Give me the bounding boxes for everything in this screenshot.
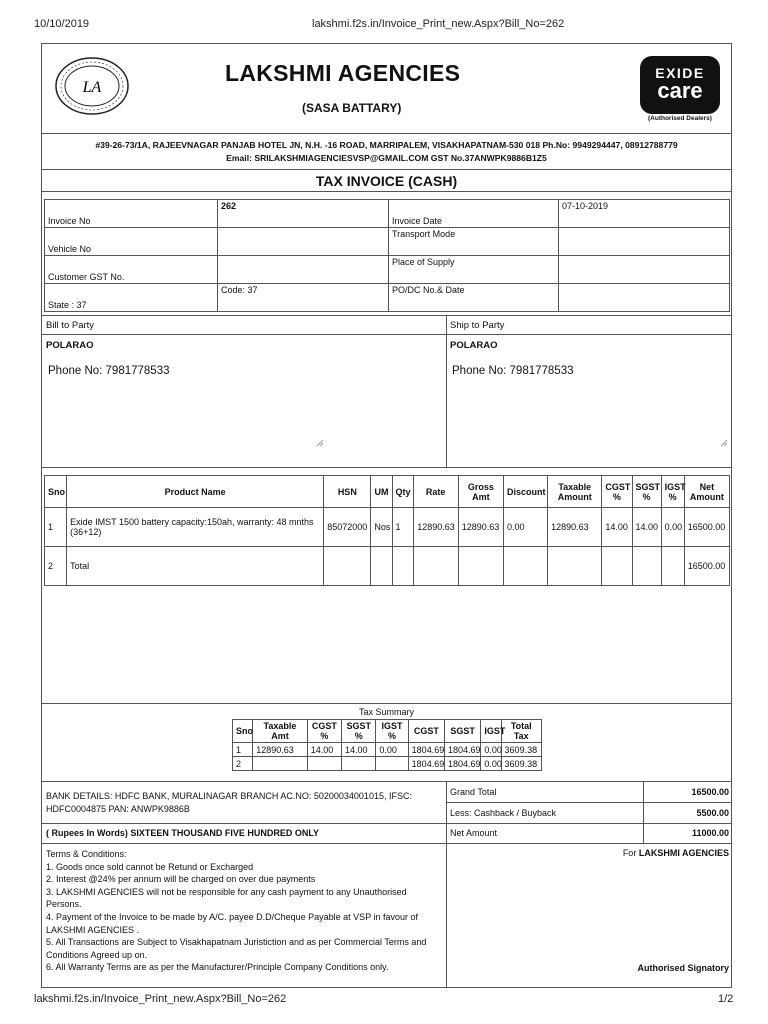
col-cgst: CGST %	[602, 476, 632, 508]
transport-mode-value	[559, 228, 730, 256]
bill-to-phone: Phone No: 7981778533	[48, 365, 170, 377]
seal-letters: LA	[82, 79, 102, 96]
table-cell	[548, 547, 602, 586]
company-address: #39-26-73/1A, RAJEEVNAGAR PANJAB HOTEL JN, N.H. -16 ROAD, MARRIPALEM, VISAKHAPATNAM-530 018 Ph.No: 9949294447, 08912788779	[95, 140, 678, 150]
bank-details: BANK DETAILS: HDFC BANK, MURALINAGAR BRANCH AC.NO: 50200034001015, IFSC: HDFC0004875 PAN: ANWPK9886B	[46, 791, 412, 814]
table-cell: 0.00	[376, 743, 408, 757]
product-name-cell: Exide IMST 1500 battery capacity:150ah, warranty: 48 mnths (36+12)	[67, 508, 324, 547]
col-gross-amt: Gross Amt	[458, 476, 503, 508]
table-cell: 12890.63	[548, 508, 602, 547]
table-cell: 2	[233, 757, 253, 771]
tax-summary-title: Tax Summary	[358, 707, 414, 717]
table-row	[45, 508, 730, 547]
terms-line-3: 3. LAKSHMI AGENCIES will not be responsible for any cash payment to any Unauthorised Persons.	[46, 886, 407, 910]
invoice-no-label: Invoice No	[45, 200, 218, 228]
invoice-no-value: 262	[218, 200, 389, 228]
table-cell: 1	[392, 508, 413, 547]
table-cell: 1804.69	[445, 757, 481, 771]
table-cell	[253, 757, 308, 771]
table-cell: 0.00	[481, 757, 501, 771]
net-amount-value: 11000.00	[691, 828, 729, 838]
table-cell: CGST %	[307, 720, 341, 743]
grand-total-label: Grand Total	[450, 787, 497, 797]
table-cell: 3609.38	[501, 757, 541, 771]
col-product-name: Product Name	[67, 476, 324, 508]
invoice-date-label: Invoice Date	[389, 200, 559, 228]
ship-to-name: POLARAO	[450, 340, 498, 351]
table-cell	[413, 547, 458, 586]
table-cell: 85072000	[324, 508, 371, 547]
table-row	[45, 228, 730, 256]
place-of-supply-label: Place of Supply	[389, 256, 559, 284]
table-cell: 14.00	[632, 508, 661, 547]
table-cell	[392, 547, 413, 586]
vehicle-no-label: Vehicle No	[45, 228, 218, 256]
table-cell	[661, 547, 684, 586]
table-row	[45, 476, 730, 508]
table-cell: IGST	[481, 720, 501, 743]
table-row	[233, 720, 542, 743]
table-cell: 0.00	[503, 508, 547, 547]
po-dc-label: PO/DC No.& Date	[389, 284, 559, 312]
col-sgst: SGST %	[632, 476, 661, 508]
print-url: lakshmi.f2s.in/Invoice_Print_new.Aspx?Bill_No=262	[312, 18, 565, 30]
grand-total-value: 16500.00	[691, 787, 729, 797]
customer-gst-label: Customer GST No.	[45, 256, 218, 284]
col-taxable-amount: Taxable Amount	[548, 476, 602, 508]
table-cell: Nos	[371, 508, 392, 547]
footer-url: lakshmi.f2s.in/Invoice_Print_new.Aspx?Bill_No=262	[34, 993, 287, 1005]
ship-to-phone: Phone No: 7981778533	[452, 365, 574, 377]
net-amount-label: Net Amount	[450, 828, 498, 838]
table-cell: 1804.69	[408, 757, 444, 771]
vehicle-no-value	[218, 228, 389, 256]
table-cell: 16500.00	[684, 547, 729, 586]
terms-line-1: 1. Goods once sold cannot be Retund or Excharged	[46, 861, 254, 872]
ship-to-label: Ship to Party	[450, 320, 505, 331]
terms-title: Terms & Conditions:	[46, 849, 127, 859]
company-email-gst: Email: SRILAKSHMIAGENCIESVSP@GMAIL.COM GST No.37ANWPK9886B1Z5	[226, 153, 547, 163]
bill-to-label: Bill to Party	[46, 320, 95, 331]
table-cell	[371, 547, 392, 586]
col-igst: IGST %	[661, 476, 684, 508]
table-cell: 1	[45, 508, 67, 547]
table-cell: IGST %	[376, 720, 408, 743]
transport-mode-label: Transport Mode	[389, 228, 559, 256]
table-cell: 12890.63	[413, 508, 458, 547]
for-company	[450, 848, 729, 858]
table-cell: 12890.63	[253, 743, 308, 757]
ship-resize-handle[interactable]	[720, 439, 728, 447]
amount-in-words: ( Rupees In Words) SIXTEEN THOUSAND FIVE HUNDRED ONLY	[46, 828, 320, 838]
cashback-value: 5500.00	[696, 808, 729, 818]
table-cell: 14.00	[342, 743, 376, 757]
lakshmi-seal-logo	[54, 56, 130, 116]
for-prefix: For	[622, 848, 637, 858]
company-subtitle: (SASA BATTARY)	[302, 101, 402, 115]
bill-resize-handle[interactable]	[316, 439, 324, 447]
bill-to-name: POLARAO	[46, 340, 94, 351]
table-cell: Total	[67, 547, 324, 586]
table-cell	[503, 547, 547, 586]
table-cell: Taxable Amt	[253, 720, 308, 743]
table-cell: SGST	[445, 720, 481, 743]
tax-summary-table	[232, 719, 542, 771]
print-date: 10/10/2019	[34, 18, 90, 30]
table-cell: 0.00	[661, 508, 684, 547]
for-company-name: LAKSHMI AGENCIES	[638, 848, 729, 858]
table-cell	[376, 757, 408, 771]
col-um: UM	[371, 476, 392, 508]
exide-care-logo	[640, 56, 720, 114]
table-cell: Sno	[233, 720, 253, 743]
table-row	[233, 757, 542, 771]
cashback-label: Less: Cashback / Buyback	[450, 808, 557, 818]
table-cell	[458, 547, 503, 586]
table-row	[233, 743, 542, 757]
place-of-supply-value	[559, 256, 730, 284]
company-name: LAKSHMI AGENCIES	[225, 60, 461, 86]
col-sno: Sno	[45, 476, 67, 508]
table-cell: 14.00	[602, 508, 632, 547]
table-row	[45, 200, 730, 228]
terms-line-5: 5. All Transactions are Subject to Visakhapatnam Juristiction and as per Commercial Terms and Conditions Agreed up on.	[46, 937, 427, 960]
po-dc-value	[559, 284, 730, 312]
table-row-total	[45, 547, 730, 586]
terms-line-6: 6. All Warranty Terms are as per the Manufacturer/Principle Company Conditions only.	[46, 962, 389, 973]
terms-line-2: 2. Interest @24% per annum will be charged on over due payments	[46, 874, 316, 885]
customer-gst-value	[218, 256, 389, 284]
footer-page-number: 1/2	[718, 993, 734, 1005]
state-label: State : 37	[45, 284, 218, 312]
table-cell: 3609.38	[501, 743, 541, 757]
terms-line-4: 4. Payment of the Invoice to be made by A/C. payee D.D/Cheque Payable at VSP in favour of LAKSHMI AGENCIES .	[46, 911, 419, 935]
col-net-amount: Net Amount	[684, 476, 729, 508]
col-hsn: HSN	[324, 476, 371, 508]
table-cell	[307, 757, 341, 771]
table-cell	[324, 547, 371, 586]
table-cell: SGST %	[342, 720, 376, 743]
invoice-date-value: 07-10-2019	[559, 200, 730, 228]
table-row	[45, 256, 730, 284]
table-cell	[632, 547, 661, 586]
table-cell	[602, 547, 632, 586]
terms-and-conditions	[46, 848, 442, 974]
table-cell: 1804.69	[445, 743, 481, 757]
authorised-signatory: Authorised Signatory	[637, 963, 729, 973]
table-row	[45, 284, 730, 312]
exide-logo-line2: care	[657, 78, 703, 103]
table-cell	[342, 757, 376, 771]
col-qty: Qty	[392, 476, 413, 508]
table-cell: 12890.63	[458, 508, 503, 547]
table-cell: Total Tax	[501, 720, 541, 743]
col-rate: Rate	[413, 476, 458, 508]
invoice-title: TAX INVOICE (CASH)	[315, 173, 458, 189]
table-cell: 0.00	[481, 743, 501, 757]
table-cell: 2	[45, 547, 67, 586]
state-code-label: Code: 37	[218, 284, 389, 312]
table-cell: CGST	[408, 720, 444, 743]
table-cell: 1	[233, 743, 253, 757]
table-cell: 16500.00	[684, 508, 729, 547]
col-discount: Discount	[503, 476, 547, 508]
exide-logo-line1: EXIDE	[655, 65, 705, 81]
table-cell: 14.00	[307, 743, 341, 757]
items-table	[44, 475, 730, 586]
invoice-meta-table	[44, 199, 730, 312]
exide-caption: (Authorised Dealers)	[648, 115, 712, 122]
table-cell: 1804.69	[408, 743, 444, 757]
